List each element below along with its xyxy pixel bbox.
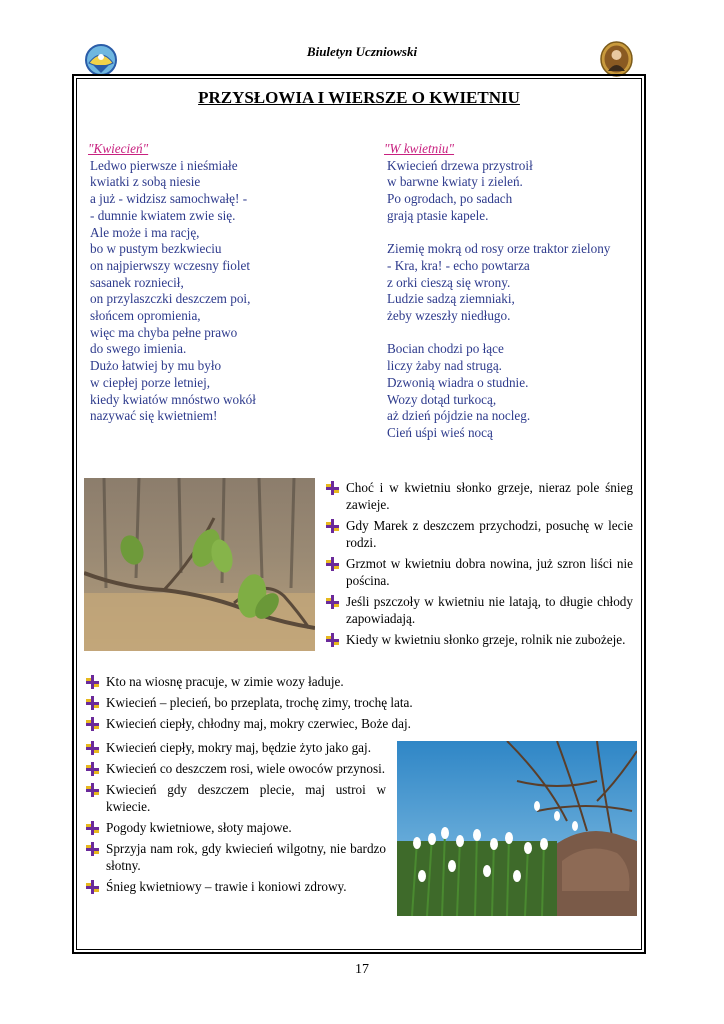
poem-line: kwiatki z sobą niesie <box>90 174 201 190</box>
proverb-text: Kwiecień co deszczem rosi, wiele owoców przynosi. <box>106 761 386 776</box>
list-item <box>326 555 633 589</box>
poem-line: on przylaszczki deszczem poi, <box>90 291 251 307</box>
list-item <box>86 694 546 711</box>
poem-title: "Kwiecień" <box>88 141 149 156</box>
poem-line: - dumnie kwiatem zwie się. <box>90 207 236 223</box>
proverb-text: Gdy Marek z deszczem przychodzi, posuchę w lecie rodzi. <box>346 518 633 550</box>
poem-line: Ledwo pierwsze i nieśmiałe <box>90 157 238 173</box>
bullet-icon <box>326 519 339 533</box>
poem-line: Dzwonią wiadra o studnie. <box>387 374 529 390</box>
poem-line: Ludzie sadzą ziemniaki, <box>387 291 515 307</box>
proverb-text: Śnieg kwietniowy – trawie i koniowi zdrowy. <box>106 879 347 894</box>
bullet-icon <box>86 821 99 835</box>
bullet-icon <box>326 595 339 609</box>
poem-line: Ziemię mokrą od rosy orze traktor zielony <box>387 241 611 257</box>
list-item <box>86 781 386 815</box>
proverbs-list-full <box>86 673 546 736</box>
list-item <box>86 673 546 690</box>
list-item <box>326 593 633 627</box>
poem-w-kwietniu <box>384 141 610 442</box>
bullet-icon <box>86 696 99 710</box>
proverb-text: Grzmot w kwietniu dobra nowina, już szron liści nie pościna. <box>346 556 633 588</box>
poem-line: Po ogrodach, po sadach <box>387 191 513 207</box>
bullet-icon <box>86 783 99 797</box>
proverbs-list-left <box>86 739 386 899</box>
poem-line: a już - widzisz samochwałę! - <box>90 191 248 207</box>
proverb-text: Kwiecień – plecień, bo przeplata, trochę zimy, trochę lata. <box>106 695 413 710</box>
poem-kwiecien <box>88 141 256 425</box>
poem-line: słońcem opromienia, <box>90 308 201 324</box>
list-item <box>86 739 386 756</box>
proverb-text: Sprzyja nam rok, gdy kwiecień wilgotny, nie bardzo słotny. <box>106 841 386 873</box>
bullet-icon <box>86 842 99 856</box>
page-title: PRZYSŁOWIA I WIERSZE O KWIETNIU <box>198 88 520 107</box>
bullet-icon <box>326 633 339 647</box>
page-number: 17 <box>355 962 369 977</box>
poem-line: z orki cieszą się wrony. <box>387 274 511 290</box>
proverb-text: Pogody kwietniowe, słoty majowe. <box>106 820 292 835</box>
proverb-text: Jeśli pszczoły w kwietniu nie latają, to długie chłody zapowiadają. <box>346 594 633 626</box>
poem-line: kiedy kwiatów mnóstwo wokół <box>90 391 256 407</box>
poem-line: Wozy dotąd turkocą, <box>387 391 497 407</box>
poem-line: Dużo łatwiej by mu było <box>90 358 222 374</box>
poem-line: więc ma chyba pełne prawo <box>90 324 238 340</box>
poem-line: - Kra, kra! - echo powtarza <box>387 257 530 273</box>
budding-branch-photo <box>84 478 315 651</box>
poem-line: Ale może i ma rację, <box>90 224 200 240</box>
poem-line: on najpierwszy wczesny fiolet <box>90 257 251 273</box>
poem-title: "W kwietniu" <box>384 141 455 156</box>
bullet-icon <box>326 557 339 571</box>
bullet-icon <box>86 880 99 894</box>
list-item <box>326 479 633 513</box>
list-item <box>326 631 633 648</box>
bullet-icon <box>86 675 99 689</box>
poem-line: bo w pustym bezkwieciu <box>90 241 222 257</box>
proverbs-list-right <box>326 479 633 652</box>
list-item <box>86 819 386 836</box>
bulletin-title: Biuletyn Uczniowski <box>306 44 418 59</box>
poem-line: żeby wzeszły niedługo. <box>387 308 511 324</box>
proverb-text: Choć i w kwietniu słonko grzeje, nieraz pole śnieg zawieje. <box>346 480 633 512</box>
list-item <box>86 840 386 874</box>
bullet-icon <box>86 717 99 731</box>
proverb-text: Kiedy w kwietniu słonko grzeje, rolnik nie zubożeje. <box>346 632 626 647</box>
list-item <box>86 760 386 777</box>
poem-line: aż dzień pójdzie na nocleg. <box>387 408 531 424</box>
proverb-text: Kwiecień ciepły, chłodny maj, mokry czerwiec, Boże daj. <box>106 716 411 731</box>
poem-line: Bocian chodzi po łące <box>387 341 504 357</box>
bullet-icon <box>86 762 99 776</box>
proverb-text: Kto na wiosnę pracuje, w zimie wozy ładuje. <box>106 674 344 689</box>
poem-line: nazywać się kwietniem! <box>90 408 218 424</box>
patron-portrait-icon <box>600 41 633 77</box>
poem-line: liczy żaby nad strugą. <box>387 358 502 374</box>
poem-line: Cień uśpi wieś nocą <box>387 424 493 440</box>
snowdrops-photo <box>397 741 637 916</box>
poem-line: w ciepłej porze letniej, <box>90 374 211 390</box>
stanza-gap <box>384 225 610 242</box>
proverb-text: Kwiecień ciepły, mokry maj, będzie żyto jako gaj. <box>106 740 371 755</box>
stanza-gap <box>384 325 610 342</box>
poem-line: do swego imienia. <box>90 341 187 357</box>
list-item <box>326 517 633 551</box>
list-item <box>86 715 546 732</box>
poem-line: sasanek rozniecił, <box>90 274 184 290</box>
bullet-icon <box>86 741 99 755</box>
poem-line: Kwiecień drzewa przystroił <box>387 157 533 173</box>
poem-line: w barwne kwiaty i zieleń. <box>387 174 523 190</box>
list-item <box>86 878 386 895</box>
bullet-icon <box>326 481 339 495</box>
poem-line: grają ptasie kapele. <box>387 207 489 223</box>
proverb-text: Kwiecień gdy deszczem plecie, maj ustroi w kwiecie. <box>106 782 386 814</box>
